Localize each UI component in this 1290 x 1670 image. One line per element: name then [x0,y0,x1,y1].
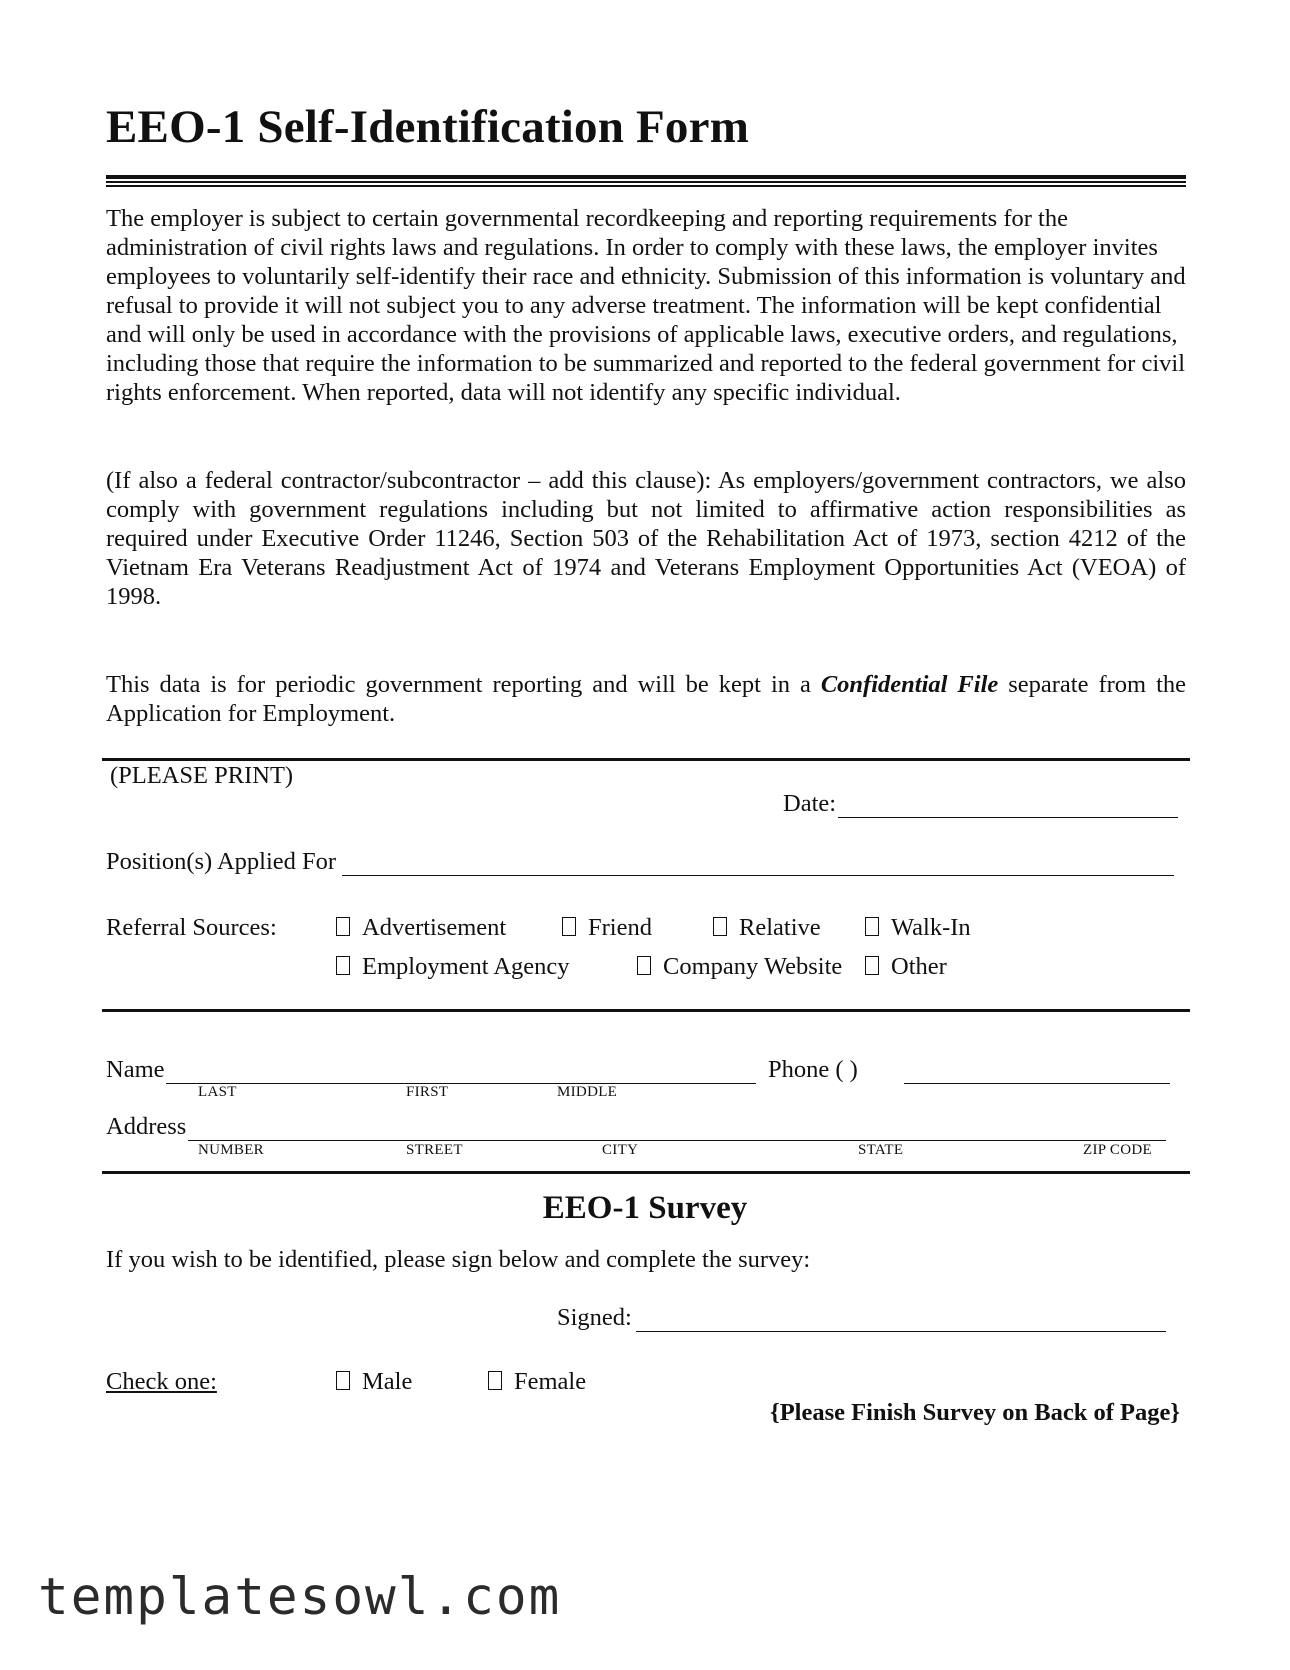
referral-employment-agency[interactable]: Employment Agency [336,953,570,981]
checkbox-icon[interactable] [336,917,350,936]
referral-other[interactable]: Other [865,953,947,981]
checkbox-icon[interactable] [336,956,350,975]
section-divider [102,1009,1190,1012]
checkbox-icon[interactable] [637,956,651,975]
name-sublabel-last: LAST [198,1084,237,1100]
name-field[interactable] [166,1056,756,1084]
position-field[interactable] [342,848,1174,876]
address-sublabel-city: CITY [602,1142,639,1158]
confidential-emphasis: Confidential File [820,671,999,698]
address-sublabel-street: STREET [406,1142,463,1158]
gender-female-option[interactable]: Female [488,1368,586,1396]
address-sublabel-number: NUMBER [198,1142,264,1158]
phone-label: Phone ( ) [768,1056,858,1083]
watermark-text: templatesowl.com [38,1568,562,1627]
confidential-paragraph [106,670,1186,728]
section-divider [102,1171,1190,1174]
checkbox-icon[interactable] [865,917,879,936]
phone-field[interactable] [904,1056,1170,1084]
name-label: Name [106,1056,165,1083]
survey-instruction: If you wish to be identified, please sign below and complete the survey: [106,1246,811,1273]
checkbox-icon[interactable] [336,1371,350,1390]
contractor-clause: (If also a federal contractor/subcontractor – add this clause): As employers/government contractors, we also comply with government regulations including but not limited to affirmative action responsibilities as required under Executive Order 11246, Section 503 of the Rehabilitation Act of 1973, section 4212 of the Vietnam Era Veterans Readjustment Act of 1974 and Veterans Employment Opportunities Act (VEOA) of 1998. [106,467,1186,610]
address-sublabel-zip: ZIP CODE [1083,1142,1152,1158]
address-sublabel-state: STATE [858,1142,904,1158]
referral-advertisement[interactable]: Advertisement [336,914,506,942]
checkbox-icon[interactable] [713,917,727,936]
referral-company-website[interactable]: Company Website [637,953,842,981]
checkbox-icon[interactable] [562,917,576,936]
name-sublabel-first: FIRST [406,1084,449,1100]
title-rule [106,175,1186,189]
intro-paragraph: The employer is subject to certain governmental recordkeeping and reporting requirements for the administration of civil rights laws and regulations. In order to comply with these laws, the employer invites employees to voluntarily self-identify their race and ethnicity. Submission of this information is voluntary and refusal to provide it will not subject you to any adverse treatment. The information will be kept confidential and will only be used in accordance with the provisions of applicable laws, executive orders, and regulations, including those that require the information to be summarized and reported to the federal government for civil rights enforcement. When reported, data will not identify any specific individual. [106,205,1186,406]
signature-field[interactable] [636,1304,1166,1332]
address-field[interactable] [188,1113,1166,1141]
gender-male-option[interactable]: Male [336,1368,412,1396]
date-label: Date: [783,790,837,817]
please-print-note: (PLEASE PRINT) [110,762,294,789]
date-field[interactable] [838,790,1178,818]
form-title: EEO-1 Self-Identification Form [106,101,750,153]
name-sublabel-middle: MIDDLE [557,1084,618,1100]
finish-survey-note: {Please Finish Survey on Back of Page} [770,1399,1180,1426]
check-one-label: Check one: [106,1368,217,1395]
confidential-text-post: separate from the Application for Employment. [106,671,1187,727]
referral-walk-in[interactable]: Walk-In [865,914,971,942]
section-divider [102,758,1190,761]
checkbox-icon[interactable] [488,1371,502,1390]
checkbox-icon[interactable] [865,956,879,975]
position-label: Position(s) Applied For [106,848,337,875]
address-label: Address [106,1113,187,1140]
referral-friend[interactable]: Friend [562,914,652,942]
signed-label: Signed: [557,1304,632,1331]
confidential-text-pre: This data is for periodic government reporting and will be kept in a [106,671,821,698]
survey-title: EEO-1 Survey [542,1190,748,1226]
referral-relative[interactable]: Relative [713,914,821,942]
referral-label: Referral Sources: [106,914,277,941]
